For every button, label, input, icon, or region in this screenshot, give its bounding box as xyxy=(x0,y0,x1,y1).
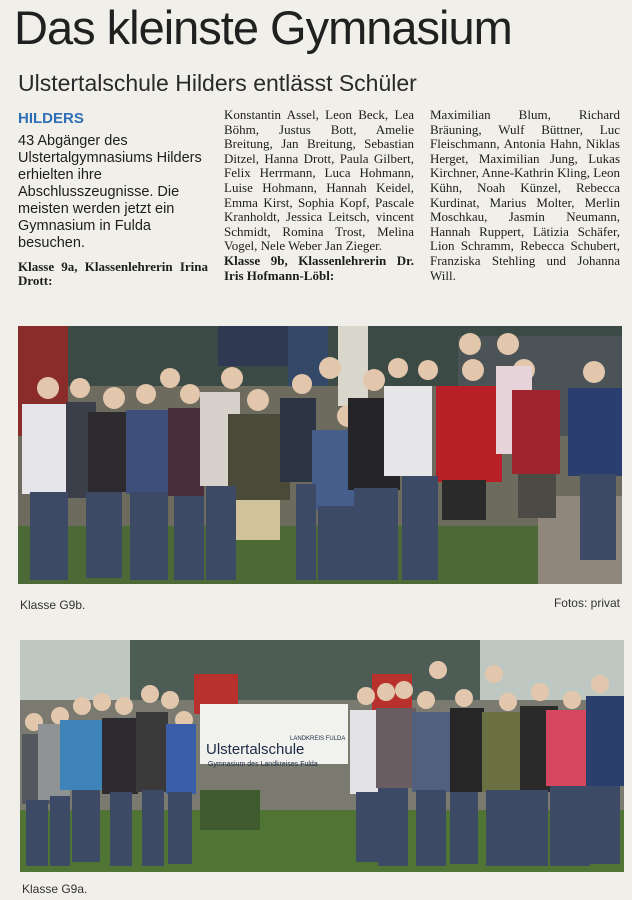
photo-credit: Fotos: privat xyxy=(553,596,620,610)
article-column-1 xyxy=(18,112,208,289)
caption-g9a: Klasse G9a. xyxy=(22,882,88,896)
banner-logo: LANDKREIS FULDA xyxy=(290,736,346,742)
class-photo-g9b xyxy=(18,326,622,584)
class-photo-g9a xyxy=(20,640,624,872)
article-column-3 xyxy=(430,108,620,283)
class-photo-g9b-image xyxy=(18,326,622,584)
class-9a-heading-text: Klasse 9a, Klassenlehrerin Irina Drott: xyxy=(18,258,208,289)
location-kicker: HILDERS xyxy=(18,110,84,127)
headline: Das kleinste Gymnasium xyxy=(14,1,512,54)
class-9a-names: Konstantin Assel, Leon Beck, Lea Böhm, Justus Bott, Amelie Breitung, Jan Breitung, Sebastian Ditzel, Hanna Drott, Paula Gilbert, Felix Herrmann, Luca Hohmann, Luise Hohmann, Hannah Keidel, Emma Kirst, Sophia Kopf, Pascale Kranholdt, Jessica Leitsch, vincent Schmidt, Romina Trost, Melina Vogel, Nele Weber Jan Zieger. xyxy=(224,107,414,254)
article-column-2 xyxy=(224,108,414,283)
class-photo-g9a-image xyxy=(20,640,624,872)
caption-g9b: Klasse G9b. xyxy=(20,598,86,612)
class-9b-heading-text: Klasse 9b, Klassenlehrerin Dr. Iris Hofmann-Löbl: xyxy=(224,252,414,283)
banner-subtitle: Gymnasium des Landkreises Fulda xyxy=(208,761,318,768)
class-9b-names: Maximilian Blum, Richard Bräuning, Wulf Büttner, Luc Fleischmann, Antonia Hahn, Niklas Herget, Maximilian Jung, Lukas Kirchner, Anne-Kathrin Kling, Leon Kühn, Noah Künzel, Rebecca Kurdinat, Marius Molter, Merlin Moschkau, Jasmin Neumann, Hannah Ruppert, Lätizia Schäfer, Lion Schramm, Rebecca Schubert, Franziska Stehling und Johanna Will. xyxy=(430,107,620,283)
lead-paragraph: 43 Abgänger des Ulstertalgymnasiums Hilders erhielten ihre Abschlusszeugnisse. Die meisten werden jetzt ein Gymnasium in Fulda besuchen. xyxy=(18,132,202,251)
class-9a-heading xyxy=(18,260,208,289)
class-9b-heading xyxy=(224,254,414,283)
subheadline: Ulstertalschule Hilders entlässt Schüler xyxy=(18,70,417,96)
banner-title: Ulstertalschule xyxy=(206,741,305,758)
